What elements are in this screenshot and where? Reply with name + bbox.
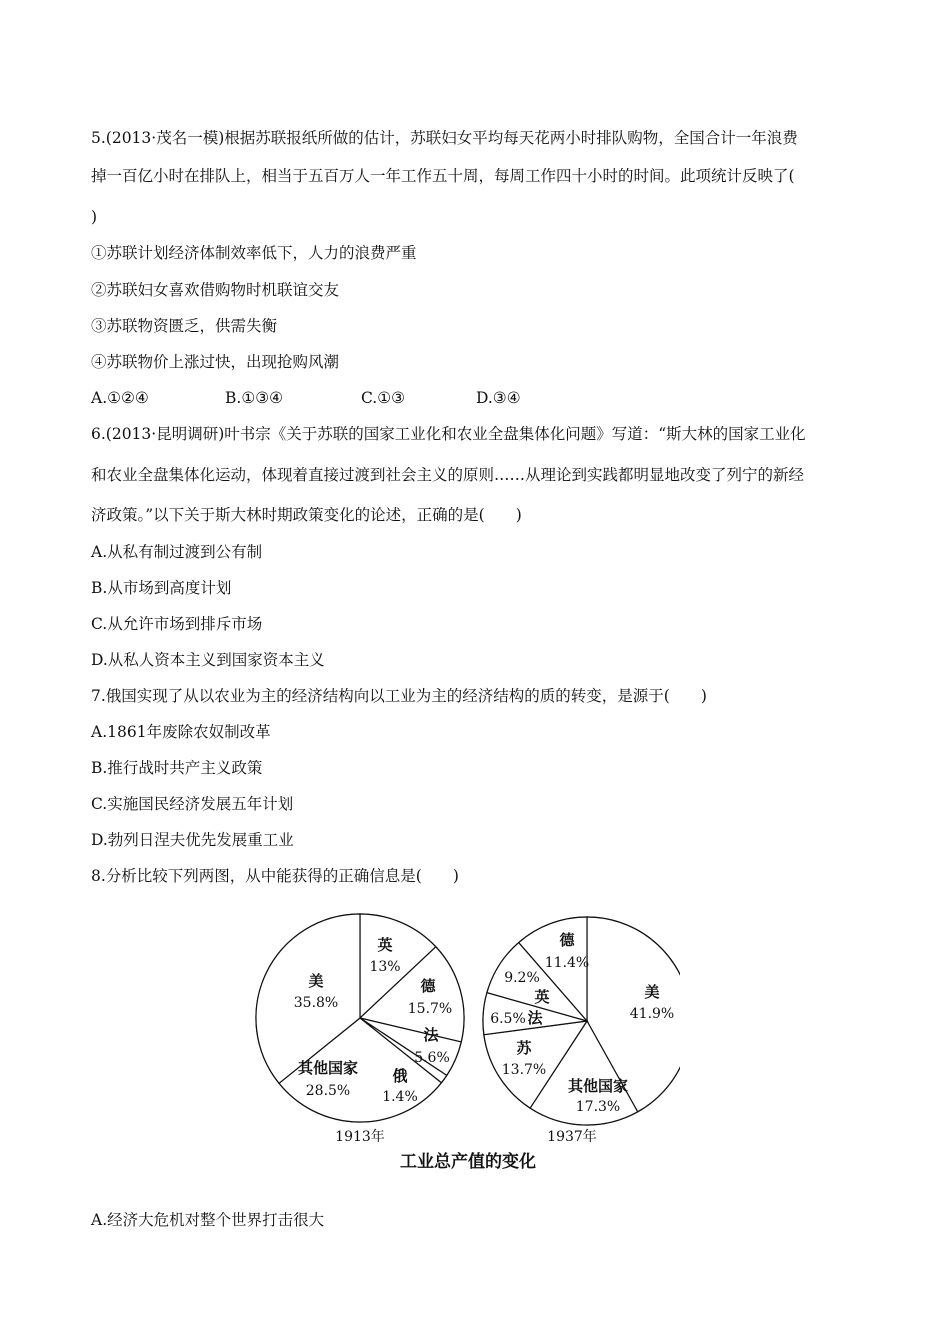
q5-item-4: ④苏联物价上涨过快，出现抢购风潮 (91, 353, 340, 371)
q8-stem: 8.分析比较下列两图，从中能获得的正确信息是( ) (91, 867, 459, 885)
pie-caption-1937: 1937年 (547, 1129, 597, 1145)
pie-slice-value: 15.7% (407, 1001, 453, 1017)
q8-option-a: A.经济大危机对整个世界打击很大 (91, 1211, 325, 1229)
pie-slice-value: 11.4% (544, 955, 590, 971)
q5-stem-line2: 掉一百亿小时在排队上，相当于五百万人一年工作五十周，每周工作四十小时的时间。此项统计反映了( (91, 167, 795, 185)
q7-option-d: D.勃列日涅夫优先发展重工业 (91, 831, 294, 849)
q5-stem-line1: 5.(2013·茂名一模)根据苏联报纸所做的估计，苏联妇女平均每天花两小时排队购物，全国合计一年浪费 (91, 129, 798, 147)
pie-slice-label: 美 (308, 972, 324, 990)
pie-slice-value: 5.6% (414, 1050, 450, 1066)
q6-option-b: B.从市场到高度计划 (91, 579, 232, 597)
q6-stem-line2: 和农业全盘集体化运动，体现着直接过渡到社会主义的原则……从理论到实践都明显地改变了列宁的新经 (91, 466, 805, 484)
q5-item-2: ②苏联妇女喜欢借购物时机联谊交友 (91, 281, 340, 299)
pie-slice-label: 英 (534, 988, 550, 1006)
pie-slice-label: 德 (559, 931, 575, 949)
pie-slice-label: 其他国家 (567, 1077, 629, 1095)
pie-chart-1937 (483, 917, 680, 1125)
q6-stem-line1: 6.(2013·昆明调研)叶书宗《关于苏联的国家工业化和农业全盘集体化问题》写道：“斯大林的国家工业化 (91, 425, 806, 443)
pie-slice-value: 6.5% (490, 1011, 526, 1027)
pie-slice-value: 13% (369, 959, 401, 975)
q7-stem: 7.俄国实现了从以农业为主的经济结构向以工业为主的经济结构的质的转变，是源于( ) (91, 687, 707, 705)
q7-option-a: A.1861年废除农奴制改革 (91, 723, 271, 741)
pie-chart-1913 (256, 914, 464, 1122)
pie-slice-value: 28.5% (305, 1083, 351, 1099)
q7-option-b: B.推行战时共产主义政策 (91, 759, 263, 777)
q5-options (91, 388, 521, 408)
pie-slice-value: 17.3% (575, 1099, 621, 1115)
q5-option-a: A.①②④ (91, 389, 149, 407)
pie-slice-value: 9.2% (504, 970, 540, 986)
pie-slice-label: 法 (527, 1009, 543, 1027)
pie-slice-label: 俄 (392, 1067, 408, 1085)
pie-slice-value: 1.4% (382, 1089, 418, 1105)
q5-item-3: ③苏联物资匮乏，供需失衡 (91, 317, 278, 335)
pie-slice-label: 苏 (516, 1039, 532, 1057)
q5-option-b: B.①③④ (225, 389, 284, 407)
pie-caption-1913: 1913年 (335, 1129, 385, 1145)
q5-option-c: C.①③ (361, 389, 406, 407)
pie-slice-value: 13.7% (501, 1062, 547, 1078)
pie-slice-value: 35.8% (293, 995, 339, 1011)
q6-option-d: D.从私人资本主义到国家资本主义 (91, 651, 325, 669)
q5-stem-line3: ) (91, 208, 98, 226)
pie-slice-label: 德 (420, 977, 436, 995)
figure-title: 工业总产值的变化 (400, 1152, 536, 1172)
pie-charts-svg (250, 905, 680, 1175)
q5-option-d: D.③④ (476, 389, 521, 407)
q5-item-1: ①苏联计划经济体制效率低下，人力的浪费严重 (91, 244, 417, 262)
pie-slice-label: 其他国家 (297, 1059, 359, 1077)
industrial-output-figure (250, 905, 680, 1175)
q6-option-a: A.从私有制过渡到公有制 (91, 543, 263, 561)
pie-slice-label: 英 (377, 936, 393, 954)
q7-option-c: C.实施国民经济发展五年计划 (91, 795, 294, 813)
pie-slice-value: 41.9% (629, 1006, 675, 1022)
q6-option-c: C.从允许市场到排斥市场 (91, 615, 263, 633)
pie-slice-label: 美 (644, 983, 660, 1001)
q6-stem-line3: 济政策。”以下关于斯大林时期政策变化的论述，正确的是( ) (91, 506, 522, 524)
pie-slice-label: 法 (423, 1026, 439, 1044)
